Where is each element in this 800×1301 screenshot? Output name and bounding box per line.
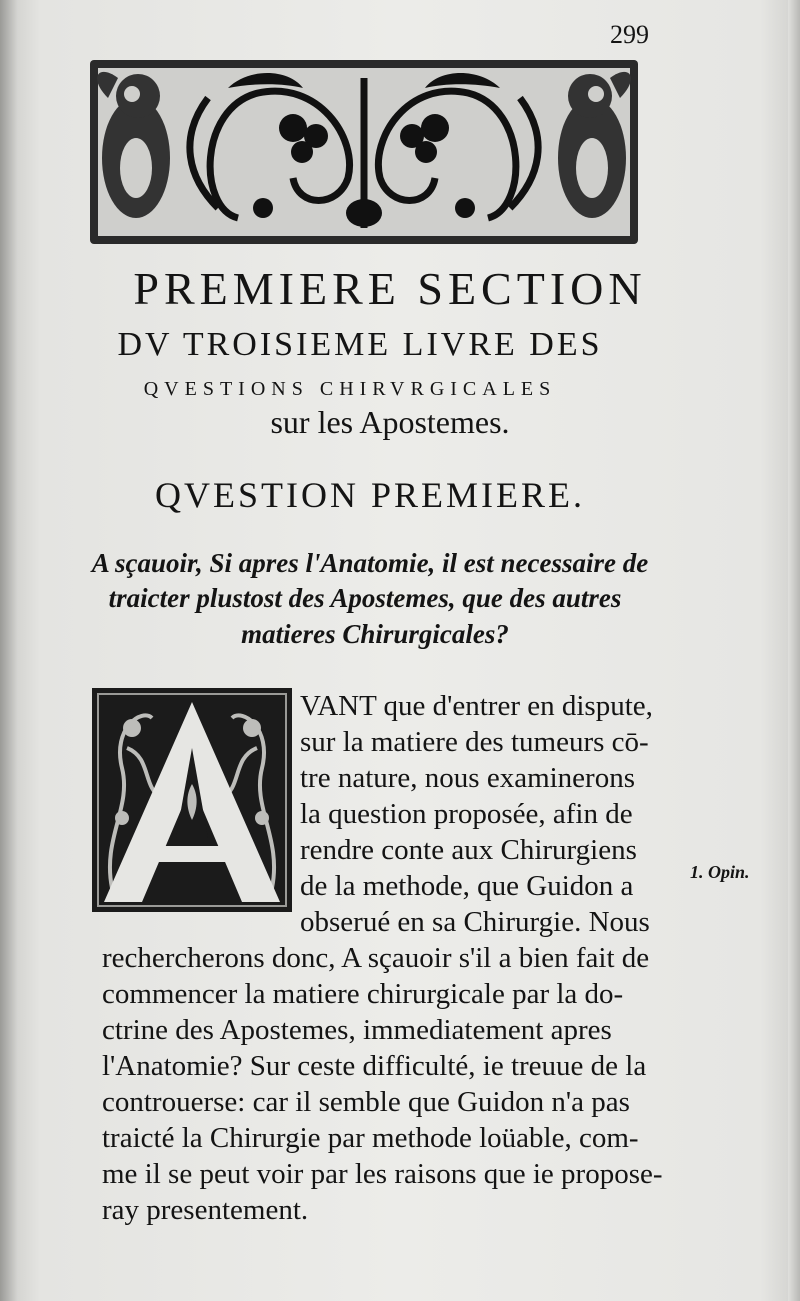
page-edge (788, 0, 800, 1301)
question-subtitle-line: matieres Chirurgicales? (241, 619, 509, 649)
section-title: PREMIERE SECTION (133, 263, 647, 314)
question-subtitle-line: traicter plustost des Apostemes, que des autres (108, 583, 622, 613)
body-line: rendre conte aux Chirurgiens (300, 834, 637, 866)
body-line: sur la matiere des tumeurs cō- (300, 726, 649, 758)
topic-title: sur les Apostemes. (270, 404, 510, 440)
decorated-initial (92, 688, 292, 912)
body-line: la question proposée, afin de (300, 798, 633, 830)
body-line: rechercherons donc, A sçauoir s'il a bien fait de (102, 942, 650, 974)
questions-title: QVESTIONS CHIRVRGICALES (143, 378, 557, 400)
body-line: tre nature, nous examinerons (300, 762, 636, 794)
body-line: l'Anatomie? Sur ceste difficulté, ie treuue de la (102, 1050, 647, 1082)
ornamental-headpiece (88, 58, 640, 246)
body-line: VANT que d'entrer en dispute, (300, 690, 653, 722)
question-subtitle-line: A sçauoir, Si apres l'Anatomie, il est necessaire de (91, 548, 649, 578)
body-line: ctrine des Apostemes, immediatement apres (102, 1014, 612, 1046)
book-title: DV TROISIEME LIVRE DES (117, 326, 603, 363)
body-line: obserué en sa Chirurgie. Nous (300, 906, 650, 938)
body-line: ray presentement. (102, 1194, 309, 1226)
page-number: 299 (610, 20, 649, 49)
body-line: commencer la matiere chirurgicale par la do- (102, 978, 624, 1010)
body-line: me il se peut voir par les raisons que ie propose- (102, 1158, 663, 1190)
body-line: traicté la Chirurgie par methode loüable, com- (102, 1122, 639, 1154)
body-line: de la methode, que Guidon a (300, 870, 634, 902)
binding-gutter (0, 0, 18, 1301)
question-heading: QVESTION PREMIERE. (155, 475, 585, 515)
margin-note: 1. Opin. (690, 862, 750, 882)
body-line: controuerse: car il semble que Guidon n'a pas (102, 1086, 630, 1118)
